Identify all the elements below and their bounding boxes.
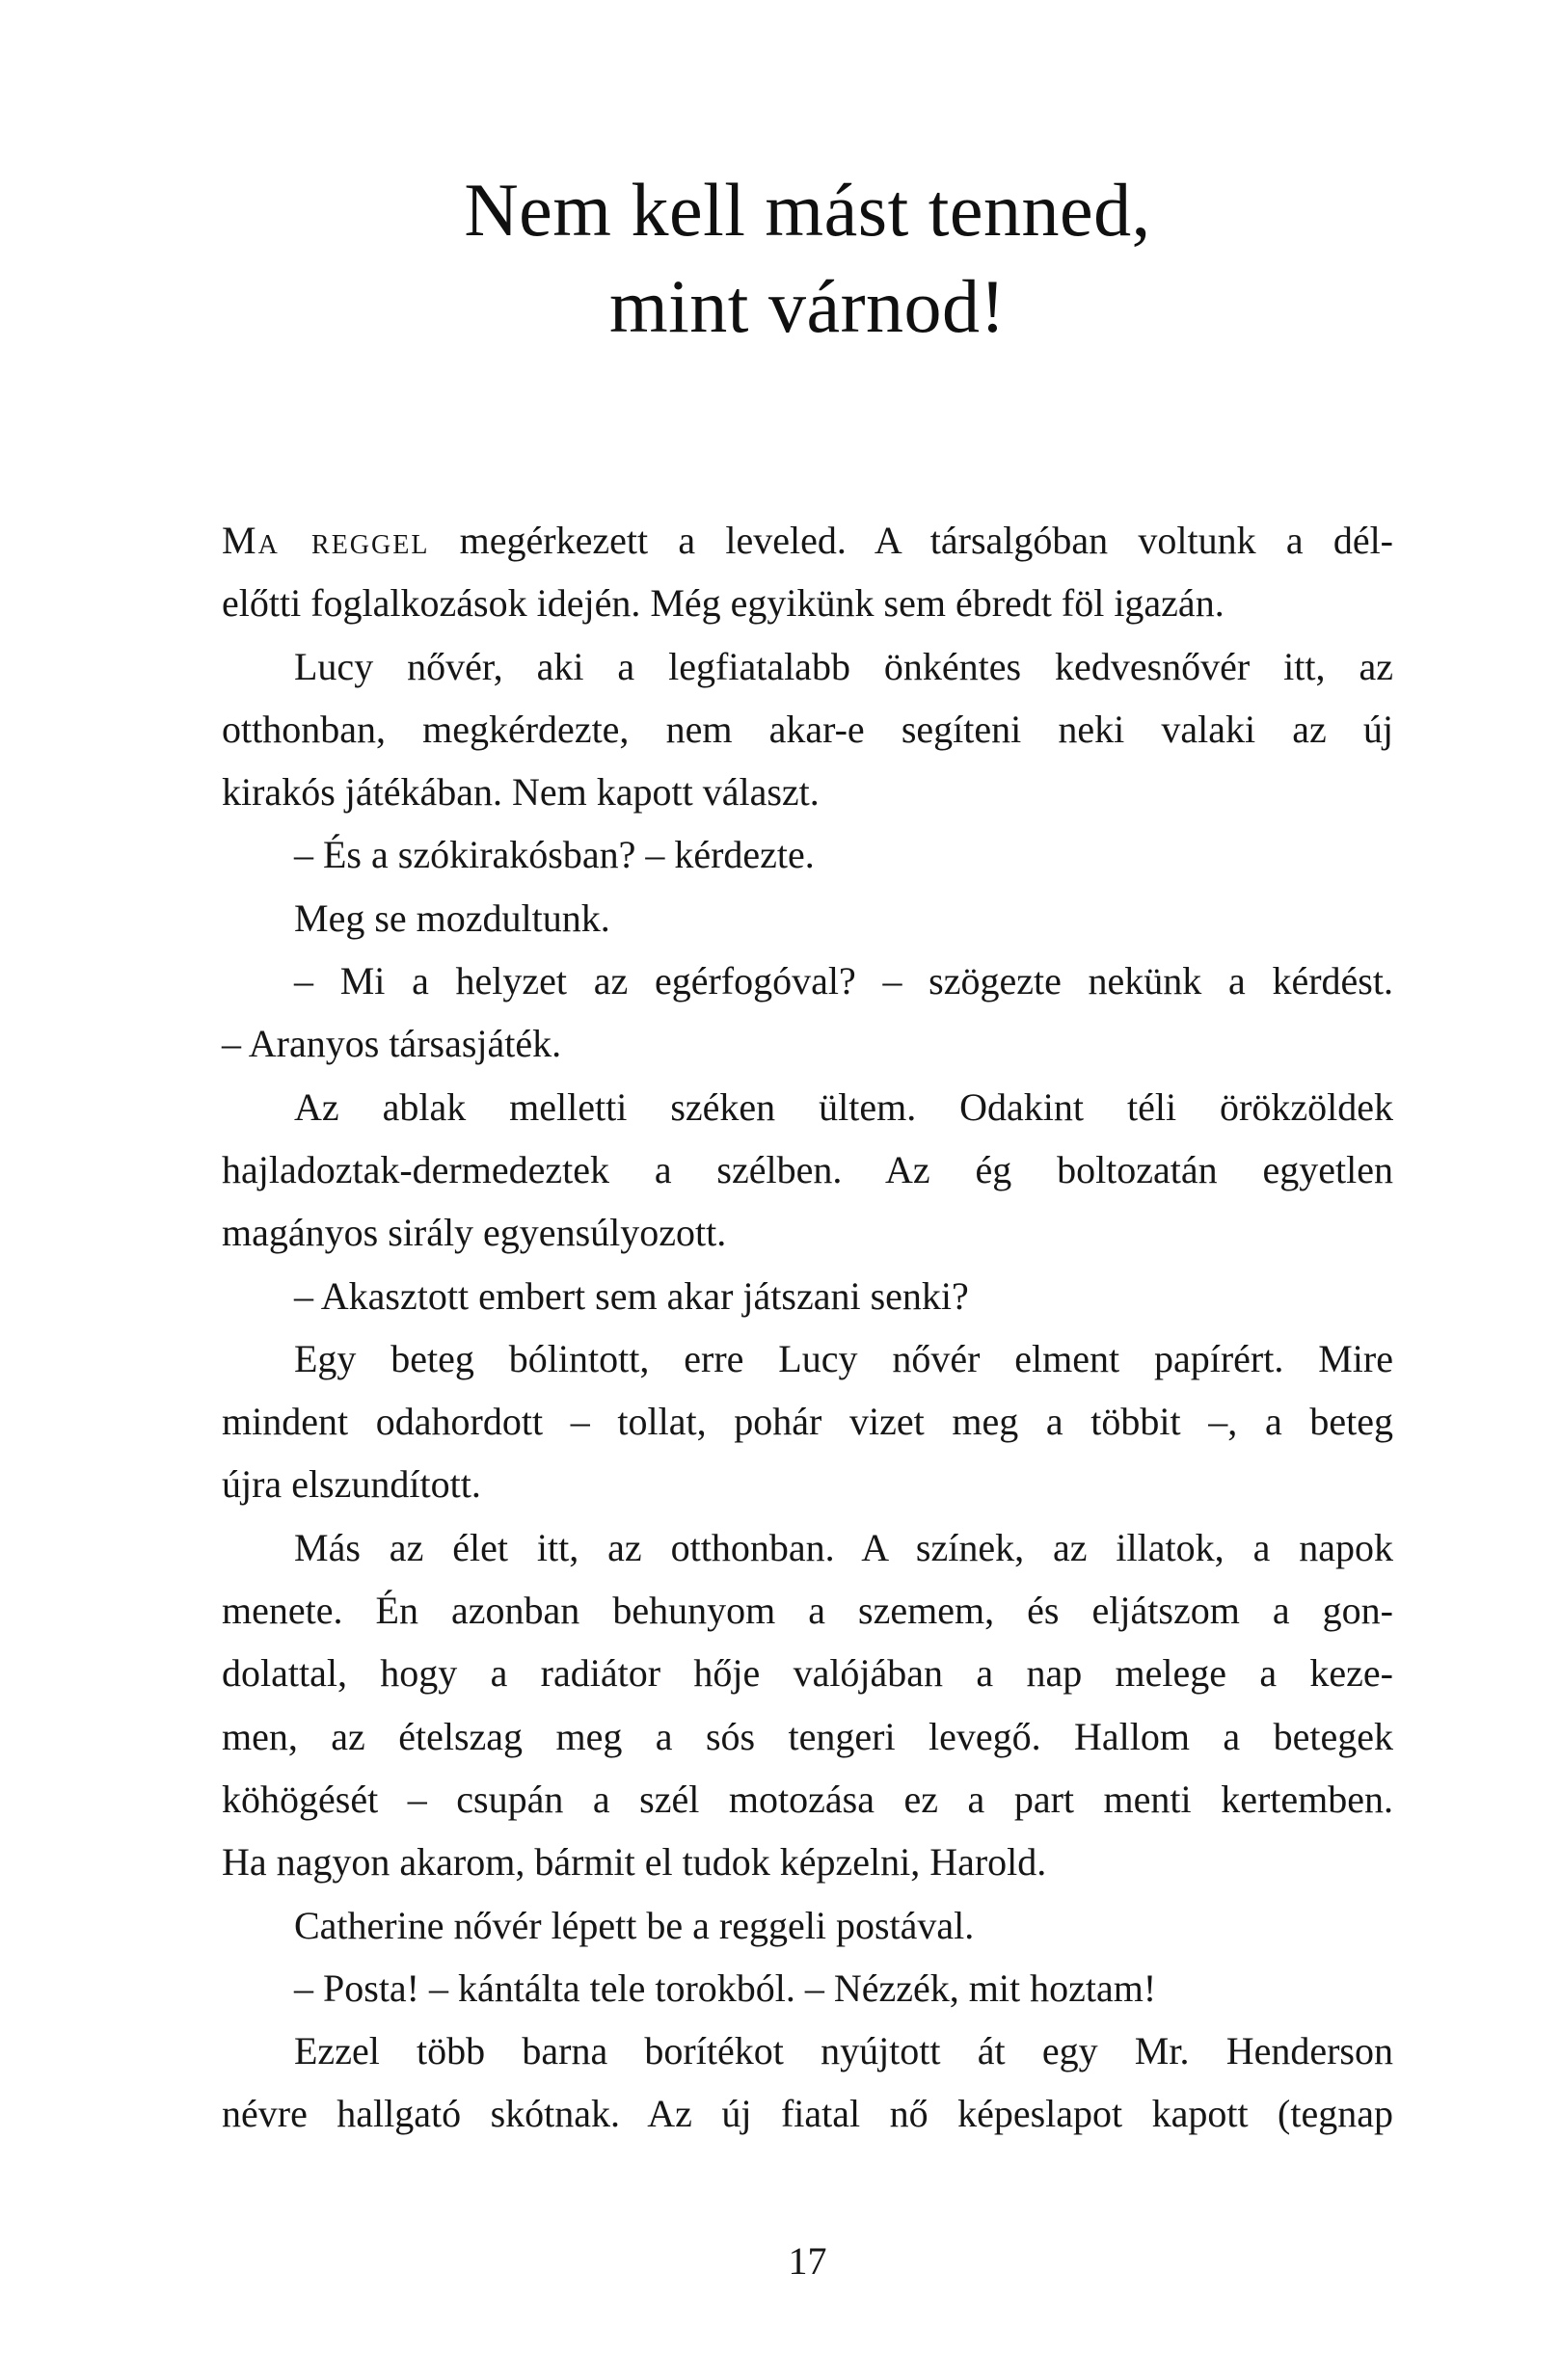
text-line: Más az élet itt, az otthonban. A színek, az illatok, a napok <box>294 1525 1393 1569</box>
text-line: dolattal, hogy a radiátor hője valójában a nap melege a keze- <box>222 1651 1393 1696</box>
text-line: – Mi a helyzet az egérfogóval? – szögezte nekünk a kérdést. <box>294 959 1393 1003</box>
chapter-title-line1: Nem kell mást tenned, <box>464 168 1151 252</box>
text-line: – Posta! – kántálta tele torokból. – Nézzék, mit hoztam! <box>294 1966 1157 2010</box>
text-line: menete. Én azonban behunyom a szemem, és eljátszom a gon- <box>222 1589 1393 1633</box>
text-line: magányos sirály egyensúlyozott. <box>222 1211 727 1255</box>
text-line: Ezzel több barna borítékot nyújtott át egy Mr. Henderson <box>294 2029 1393 2073</box>
text-line: köhögését – csupán a szél motozása ez a part menti kertemben. <box>222 1777 1393 1821</box>
text-line: – Akasztott embert sem akar játszani senki? <box>294 1273 969 1318</box>
text-line: Egy beteg bólintott, erre Lucy nővér elment papírért. Mire <box>294 1336 1393 1380</box>
body-text <box>222 509 1393 2146</box>
text-line: előtti foglalkozások idején. Még egyikünk sem ébredt föl igazán. <box>222 581 1225 626</box>
text-line: Catherine nővér lépett be a reggeli postával. <box>294 1903 975 1947</box>
text-line: Ha nagyon akarom, bármit el tudok képzelni, Harold. <box>222 1840 1047 1885</box>
lead-smallcaps: Ma reggel <box>222 519 430 562</box>
chapter-title <box>222 162 1393 355</box>
text-line: Lucy nővér, aki a legfiatalabb önkéntes kedvesnővér itt, az <box>294 644 1393 688</box>
text-line: hajladoztak-dermedeztek a szélben. Az ég boltozatán egyetlen <box>222 1147 1393 1191</box>
text-line: Meg se mozdultunk. <box>294 896 610 940</box>
text-line: újra elszundított. <box>222 1462 481 1507</box>
text-line: névre hallgató skótnak. Az új fiatal nő képeslapot kapott (tegnap <box>222 2092 1393 2136</box>
text-line: – Aranyos társasjáték. <box>222 1022 562 1066</box>
text-line: otthonban, megkérdezte, nem akar-e segíteni neki valaki az új <box>222 707 1393 751</box>
text-line: Ma reggel megérkezett a leveled. A társalgóban voltunk a dél- <box>222 519 1394 562</box>
text-line: – És a szókirakósban? – kérdezte. <box>294 833 815 877</box>
text-line: Az ablak melletti széken ültem. Odakint téli örökzöldek <box>294 1084 1393 1129</box>
page-number: 17 <box>788 2239 827 2283</box>
text-line: mindent odahordott – tollat, pohár vizet meg a többit –, a beteg <box>222 1400 1393 1444</box>
text-line: kirakós játékában. Nem kapott választ. <box>222 770 820 815</box>
chapter-title-line2: mint várnod! <box>608 264 1007 348</box>
text-line: men, az ételszag meg a sós tengeri levegő. Hallom a betegek <box>222 1714 1393 1758</box>
